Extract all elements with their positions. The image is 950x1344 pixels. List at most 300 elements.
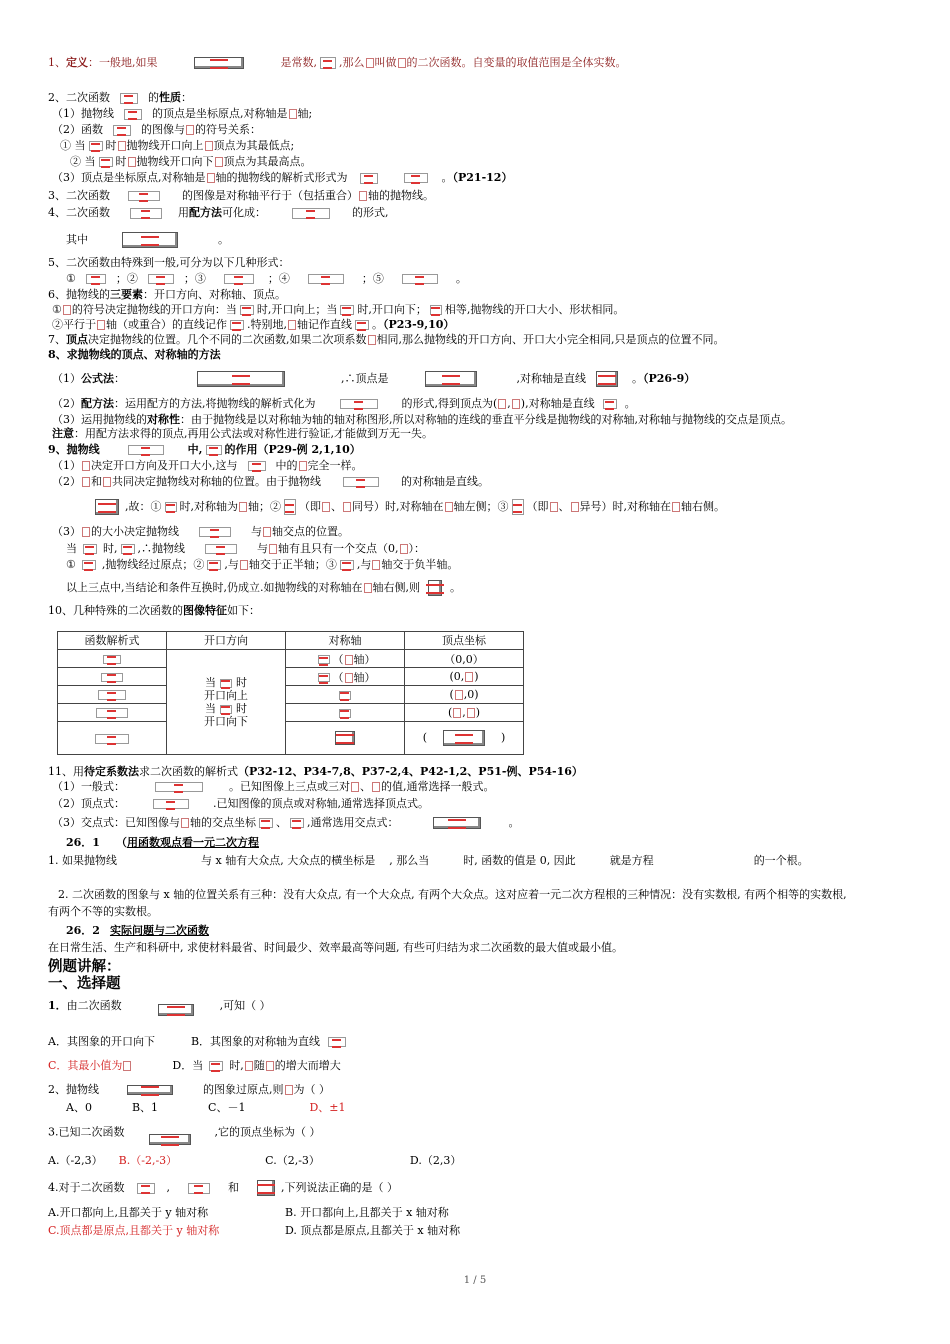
text: 异号）时,对称轴在 xyxy=(579,500,671,513)
text: 。 xyxy=(624,397,636,410)
text: C．其最小值为 xyxy=(48,1059,123,1072)
text: ,对称轴是直线 xyxy=(516,372,586,385)
symbol-image xyxy=(288,320,296,330)
text: ： xyxy=(114,372,125,385)
symbol-image xyxy=(289,109,297,119)
text: 、 xyxy=(331,500,342,513)
symbol-image xyxy=(299,461,307,471)
formula-image xyxy=(340,399,378,409)
formula-image xyxy=(95,499,119,515)
formula-image xyxy=(155,782,203,792)
section-26-2-heading xyxy=(66,924,209,938)
formula-image xyxy=(127,1085,173,1095)
text: （3）顶点是坐标原点,对称轴是 xyxy=(52,171,206,184)
text: ( xyxy=(447,706,453,719)
formula-image xyxy=(197,371,285,387)
formula-image xyxy=(148,274,174,284)
text: 时, 函数的值是 0, 因此 xyxy=(463,854,576,867)
symbol-image xyxy=(269,544,277,554)
symbol-image xyxy=(207,173,215,183)
section-8-p3 xyxy=(52,413,792,427)
text: 时,开口向下； xyxy=(357,303,427,316)
text: D、±1 xyxy=(309,1101,346,1114)
section-8-p1 xyxy=(52,371,695,387)
formula-image xyxy=(96,708,128,718)
formula-image xyxy=(290,818,304,828)
axis-cell xyxy=(286,668,405,686)
formula-image xyxy=(101,673,123,682)
text: ；② xyxy=(115,272,138,285)
text: 相同,那么抛物线的开口方向、开口大小完全相同,只是顶点的位置不同。 xyxy=(376,333,725,346)
text: , xyxy=(166,1181,170,1194)
text: ② 当 xyxy=(70,155,96,168)
symbol-image xyxy=(445,502,453,512)
text: 的值,通常选择一般式。 xyxy=(381,780,495,793)
formula-image xyxy=(360,173,378,184)
formula-image xyxy=(428,580,442,596)
text: D.（2,3） xyxy=(409,1154,462,1167)
text: 就是方程 xyxy=(609,854,654,867)
text: （1） xyxy=(52,372,81,385)
text: ① xyxy=(52,303,62,316)
section-11-p3 xyxy=(52,816,520,830)
text: ) xyxy=(474,670,479,683)
text: 其中 xyxy=(66,233,88,246)
text: ）： xyxy=(408,542,425,555)
examples-title: 例题讲解： xyxy=(48,958,121,975)
text: ：用配方法求得的顶点,再用公式法或对称性进行验证,才能做到万无一失。 xyxy=(74,427,433,440)
text: A.开口都向上,且都关于 y 轴对称 xyxy=(48,1206,209,1219)
symbol-image xyxy=(398,58,406,68)
text: 三要素 xyxy=(110,288,143,301)
formula-image xyxy=(240,305,254,315)
section-8-heading: 8、求抛物线的顶点、对称轴的方法 xyxy=(48,348,221,361)
symbol-image xyxy=(400,544,408,554)
text: 抛物线开口向下 xyxy=(136,155,214,168)
text: ① xyxy=(66,272,76,285)
text: 26．2 xyxy=(66,924,100,937)
text: 与 xyxy=(257,542,268,555)
text: 当 xyxy=(66,542,77,555)
question-2 xyxy=(48,1083,330,1097)
text: 时, xyxy=(229,1059,244,1072)
text: ( xyxy=(422,731,427,744)
text: （即 xyxy=(526,500,549,513)
text: ,与 xyxy=(356,558,372,571)
formula-image xyxy=(121,544,135,554)
text: 轴的抛物线。 xyxy=(368,189,434,202)
text: （P26-9） xyxy=(643,372,696,385)
text: B.（-2,-3） xyxy=(118,1154,178,1167)
section-10-heading xyxy=(48,604,260,618)
text: 图像特征 xyxy=(183,604,227,617)
text: 4.对于二次函数 xyxy=(48,1181,125,1194)
section-9-p3-cases xyxy=(66,558,458,572)
question-4 xyxy=(48,1180,398,1196)
formula-image xyxy=(122,232,178,248)
symbol-image xyxy=(123,1061,131,1071)
column-header: 开口方向 xyxy=(167,632,286,650)
symbol-image xyxy=(118,141,126,151)
section-9-p1 xyxy=(52,459,363,473)
text: 、 xyxy=(558,500,570,513)
text: 。 xyxy=(441,171,453,184)
text: 用 xyxy=(178,206,189,219)
formula-image xyxy=(320,57,336,69)
symbol-image xyxy=(455,690,463,700)
text: ,∴顶点是 xyxy=(341,372,389,385)
vertex-cell xyxy=(405,686,524,704)
text: 时, xyxy=(103,542,118,555)
formula-image xyxy=(124,109,142,120)
text: （P32-12、P34-7,8、P37-2,4、P42-1,2、P51-例、P54-16） xyxy=(238,765,583,778)
text: 轴的抛物线的解析式形式为 xyxy=(215,171,348,184)
text: 轴） xyxy=(353,670,376,684)
text: , 那么当 xyxy=(389,854,430,867)
text: ： xyxy=(181,91,192,104)
section-9-p3 xyxy=(52,525,349,539)
section-9-p2 xyxy=(52,475,489,489)
formula-image xyxy=(292,208,330,219)
text: 为（ ） xyxy=(293,1083,330,1096)
vertex-cell xyxy=(405,668,524,686)
section-11-p2 xyxy=(52,797,429,811)
section-2-heading xyxy=(48,91,192,105)
section-4-where xyxy=(66,232,229,248)
text: ) xyxy=(475,706,481,719)
text: 求二次函数的解析式 xyxy=(139,765,238,778)
text: 时 xyxy=(115,155,127,168)
text: 轴交于负半轴。 xyxy=(381,558,459,571)
text: ,通常选用交点式： xyxy=(307,816,399,829)
text: 的顶点是坐标原点,对称轴是 xyxy=(152,107,288,120)
text: 。 xyxy=(455,272,467,285)
symbol-image xyxy=(467,708,475,718)
text: 轴（或重合）的直线记作 xyxy=(106,318,227,331)
text: 的增大而增大 xyxy=(274,1059,341,1072)
formula-image xyxy=(209,1061,223,1071)
text: 配方法 xyxy=(189,206,222,219)
formula-image xyxy=(128,191,160,201)
formula-image xyxy=(603,399,617,409)
symbol-image xyxy=(366,58,374,68)
formula-image xyxy=(224,274,254,284)
text: 轴有且只有一个交点（0, xyxy=(278,542,399,555)
formula-image xyxy=(95,734,129,744)
section-26-2-text: 在日常生活、生产和科研中, 求使材料最省、时间最少、效率最高等问题, 有些可归结为求二次函数的最大值或最小值。 xyxy=(48,941,623,954)
function-cell xyxy=(58,704,167,722)
section-5-heading: 5、二次函数由特殊到一般,可分为以下几种形式： xyxy=(48,256,290,269)
text: （1）一般式： xyxy=(52,780,125,793)
text: ,与 xyxy=(224,558,239,571)
symbol-image xyxy=(364,583,372,593)
text: ,故：① xyxy=(125,500,162,513)
symbol-image xyxy=(266,1061,274,1071)
text: （2） xyxy=(52,397,81,410)
text: ( xyxy=(449,688,454,701)
text: ；③ xyxy=(183,272,206,285)
text: 抛物线 xyxy=(66,443,100,456)
formula-image xyxy=(328,1037,346,1047)
formula-image xyxy=(188,1183,210,1194)
formula-image xyxy=(128,445,164,455)
multiple-choice-title: 一、选择题 xyxy=(48,975,121,992)
vertex-cell: （0,0） xyxy=(405,650,524,668)
text: 注意 xyxy=(52,427,74,440)
question-4-options-cd xyxy=(48,1224,460,1238)
text: 3、二次函数 xyxy=(48,189,110,202)
question-1-options-ab xyxy=(48,1035,354,1049)
section-8-note xyxy=(52,427,433,441)
symbol-image xyxy=(215,157,223,167)
text: （3） xyxy=(52,525,81,538)
text: 10、几种特殊的二次函数的 xyxy=(48,604,183,617)
text: B．其图象的对称轴为直线 xyxy=(190,1035,321,1048)
section-11-heading xyxy=(48,765,583,779)
text: ),对称轴是直线 xyxy=(520,397,595,410)
text: 轴交于正半轴；③ xyxy=(248,558,337,571)
text: 的大小决定抛物线 xyxy=(91,525,179,538)
text: ,∴抛物线 xyxy=(137,542,185,555)
vertex-cell xyxy=(405,722,524,755)
text: 。 xyxy=(632,372,643,385)
symbol-image xyxy=(82,527,90,537)
text: 。 xyxy=(218,233,229,246)
text: 可化成： xyxy=(222,206,266,219)
text: 的二次函数。自变量的取值范围是全体实数。 xyxy=(406,56,627,69)
text: ：由于抛物线是以对称轴为轴的轴对称图形,所以对称轴的连线的垂直平分线是抛物线的对称轴,对称轴与抛物线的交点是顶点。 xyxy=(180,413,792,426)
formula-image xyxy=(194,57,244,69)
text: 3.已知二次函数 xyxy=(48,1125,125,1139)
text: 中, xyxy=(187,443,203,456)
text: 用函数观点看一元二次方程 xyxy=(126,836,259,849)
text: （P21-12） xyxy=(452,171,513,184)
text: （2）顶点式： xyxy=(52,797,125,810)
text: 当 xyxy=(205,702,216,715)
text: 中的 xyxy=(275,459,298,472)
symbol-image xyxy=(465,672,473,682)
section-26-1-q1 xyxy=(48,854,809,868)
symbol-image xyxy=(351,782,359,792)
text: 轴右侧,则 xyxy=(372,581,420,594)
section-9-p3-when xyxy=(66,542,425,556)
formula-image xyxy=(340,560,354,570)
text: ) xyxy=(501,731,506,744)
text: （2） xyxy=(52,475,81,488)
text: 性质 xyxy=(159,91,181,104)
text: 轴；② xyxy=(248,500,281,513)
section-26-1-q2 xyxy=(48,888,847,902)
section-6-p2 xyxy=(52,318,454,332)
symbol-image xyxy=(345,673,353,683)
formula-image xyxy=(257,1180,275,1196)
formula-image xyxy=(430,305,442,315)
symbol-image xyxy=(263,527,271,537)
symbol-image xyxy=(245,1061,253,1071)
text: 的形式, xyxy=(352,206,389,219)
text: 当 xyxy=(205,676,216,689)
section-3 xyxy=(48,189,434,203)
text: 轴记作直线 xyxy=(297,318,352,331)
function-cell xyxy=(58,722,167,755)
text: A.（-2,3） xyxy=(48,1154,103,1167)
graph-features-table xyxy=(57,631,524,755)
text: 轴左侧；③ xyxy=(453,500,509,513)
text: 与 xyxy=(251,525,262,538)
formula-image xyxy=(165,502,177,512)
text: 的图象过原点,则 xyxy=(203,1083,284,1096)
formula-image xyxy=(355,320,369,330)
text: 顶点为其最低点; xyxy=(213,139,295,152)
text: 时 xyxy=(236,702,247,715)
axis-cell xyxy=(286,704,405,722)
text: 的对称轴是直线。 xyxy=(401,475,489,488)
text: ,0) xyxy=(463,688,479,701)
section-2-p2-case1 xyxy=(60,139,294,153)
text: 的符号决定抛物线的开口方向：当 xyxy=(71,303,237,316)
text: 时,开口向上；当 xyxy=(256,303,338,316)
formula-image xyxy=(89,141,103,151)
axis-cell xyxy=(286,686,405,704)
symbol-image xyxy=(453,708,461,718)
text: B、1 xyxy=(131,1101,159,1114)
text: 开口向上 xyxy=(204,689,248,702)
formula-image xyxy=(137,1183,155,1194)
section-26-1-heading xyxy=(66,836,259,850)
table-header-row xyxy=(58,632,524,650)
text: 公式法 xyxy=(81,372,114,385)
text: 顶点 xyxy=(66,333,88,346)
text: 共同决定抛物线对称轴的位置。由于抛物线 xyxy=(112,475,321,488)
definition-line xyxy=(48,56,627,70)
text: 的 xyxy=(148,91,159,104)
formula-image xyxy=(207,560,221,570)
text: （即 xyxy=(299,500,321,513)
section-7 xyxy=(48,333,725,347)
text: （3）交点式：已知图像与 xyxy=(52,816,180,829)
text: ① 当 xyxy=(60,139,86,152)
formula-image xyxy=(82,560,96,570)
symbol-image xyxy=(240,560,248,570)
symbol-image xyxy=(372,782,380,792)
text: 的符号关系： xyxy=(195,123,261,136)
section-2-p1 xyxy=(52,107,312,121)
text: D．当 xyxy=(172,1059,204,1072)
symbol-image xyxy=(285,1085,293,1095)
symbol-image xyxy=(571,502,579,512)
text: 。 xyxy=(372,318,383,331)
text: 时 xyxy=(236,676,247,689)
text: 轴; xyxy=(297,107,313,120)
text: C.（2,-3） xyxy=(265,1154,320,1167)
section-2-p3 xyxy=(52,171,512,185)
text: .特别地, xyxy=(247,318,287,331)
text: ,那么 xyxy=(339,56,365,69)
text: 时 xyxy=(105,139,117,152)
formula-image xyxy=(149,1134,191,1145)
section-5-forms xyxy=(66,272,467,286)
text: 决定开口方向及开口大小,这与 xyxy=(91,459,238,472)
formula-image xyxy=(339,709,351,718)
formula-image xyxy=(339,691,351,700)
text: 11、用 xyxy=(48,765,84,778)
text: 对称性 xyxy=(147,413,180,426)
text: 同号）时,对称轴在 xyxy=(352,500,444,513)
text: 9、 xyxy=(48,443,67,456)
text: C、－1 xyxy=(208,1101,246,1114)
formula-image xyxy=(220,679,232,688)
formula-image xyxy=(425,371,477,387)
text: ②平行于 xyxy=(52,318,96,331)
text: 决定抛物线的位置。几个不同的二次函数,如果二次项系数 xyxy=(88,333,367,346)
text: 实际问题与二次函数 xyxy=(109,924,209,937)
section-4 xyxy=(48,206,389,220)
text: （3）运用抛物线的 xyxy=(52,413,147,426)
axis-cell xyxy=(286,722,405,755)
text: ,它的顶点坐标为（ ） xyxy=(214,1125,321,1139)
formula-image xyxy=(248,461,266,471)
text: 1. 如果抛物线 xyxy=(48,854,117,867)
text: 、 xyxy=(360,780,371,793)
text: （P29-例 2,1,10） xyxy=(257,443,361,456)
text: 配方法 xyxy=(81,397,114,410)
formula-image xyxy=(443,730,485,746)
text: （1）抛物线 xyxy=(52,107,114,120)
question-1-options-cd xyxy=(48,1059,341,1073)
text: 、 xyxy=(276,816,287,829)
formula-image xyxy=(402,274,438,284)
text: 的一个根。 xyxy=(753,854,809,867)
formula-image xyxy=(318,673,330,682)
symbol-image xyxy=(359,191,367,201)
column-header: 函数解析式 xyxy=(58,632,167,650)
text: 待定系数法 xyxy=(84,765,139,778)
question-4-options-ab xyxy=(48,1206,449,1220)
text: 的作用 xyxy=(224,443,258,456)
text: ,下列说法正确的是（ ） xyxy=(281,1181,398,1194)
text: （P23-9,10） xyxy=(383,318,455,331)
text: 轴右侧。 xyxy=(681,500,725,513)
text: 顶点为其最高点。 xyxy=(223,155,312,168)
function-cell xyxy=(58,668,167,686)
formula-image xyxy=(83,544,97,554)
formula-image xyxy=(130,208,162,219)
symbol-image xyxy=(672,502,680,512)
symbol-image xyxy=(345,655,353,665)
text: 和 xyxy=(91,475,102,488)
text: 1． xyxy=(48,999,67,1012)
text: D. 顶点都是原点,且都关于 x 轴对称 xyxy=(285,1224,461,1237)
formula-image xyxy=(404,173,428,183)
text: B. 开口都向上,且都关于 x 轴对称 xyxy=(285,1206,449,1219)
text: （2）函数 xyxy=(52,123,103,136)
text xyxy=(167,702,285,715)
symbol-image xyxy=(181,818,189,828)
formula-image xyxy=(153,799,189,809)
text: ,可知（ ） xyxy=(219,999,271,1012)
formula-image xyxy=(433,817,481,829)
text: 开口向下 xyxy=(204,715,248,728)
text: 的图像与 xyxy=(141,123,185,136)
formula-image xyxy=(284,499,296,515)
symbol-image xyxy=(97,320,105,330)
formula-image xyxy=(99,157,113,167)
axis-cell xyxy=(286,650,405,668)
table-row xyxy=(58,686,524,704)
text: 轴交点的位置。 xyxy=(272,525,349,538)
section-6-heading xyxy=(48,288,286,302)
text: .已知图像的顶点或对称轴,通常选择顶点式。 xyxy=(213,797,429,810)
